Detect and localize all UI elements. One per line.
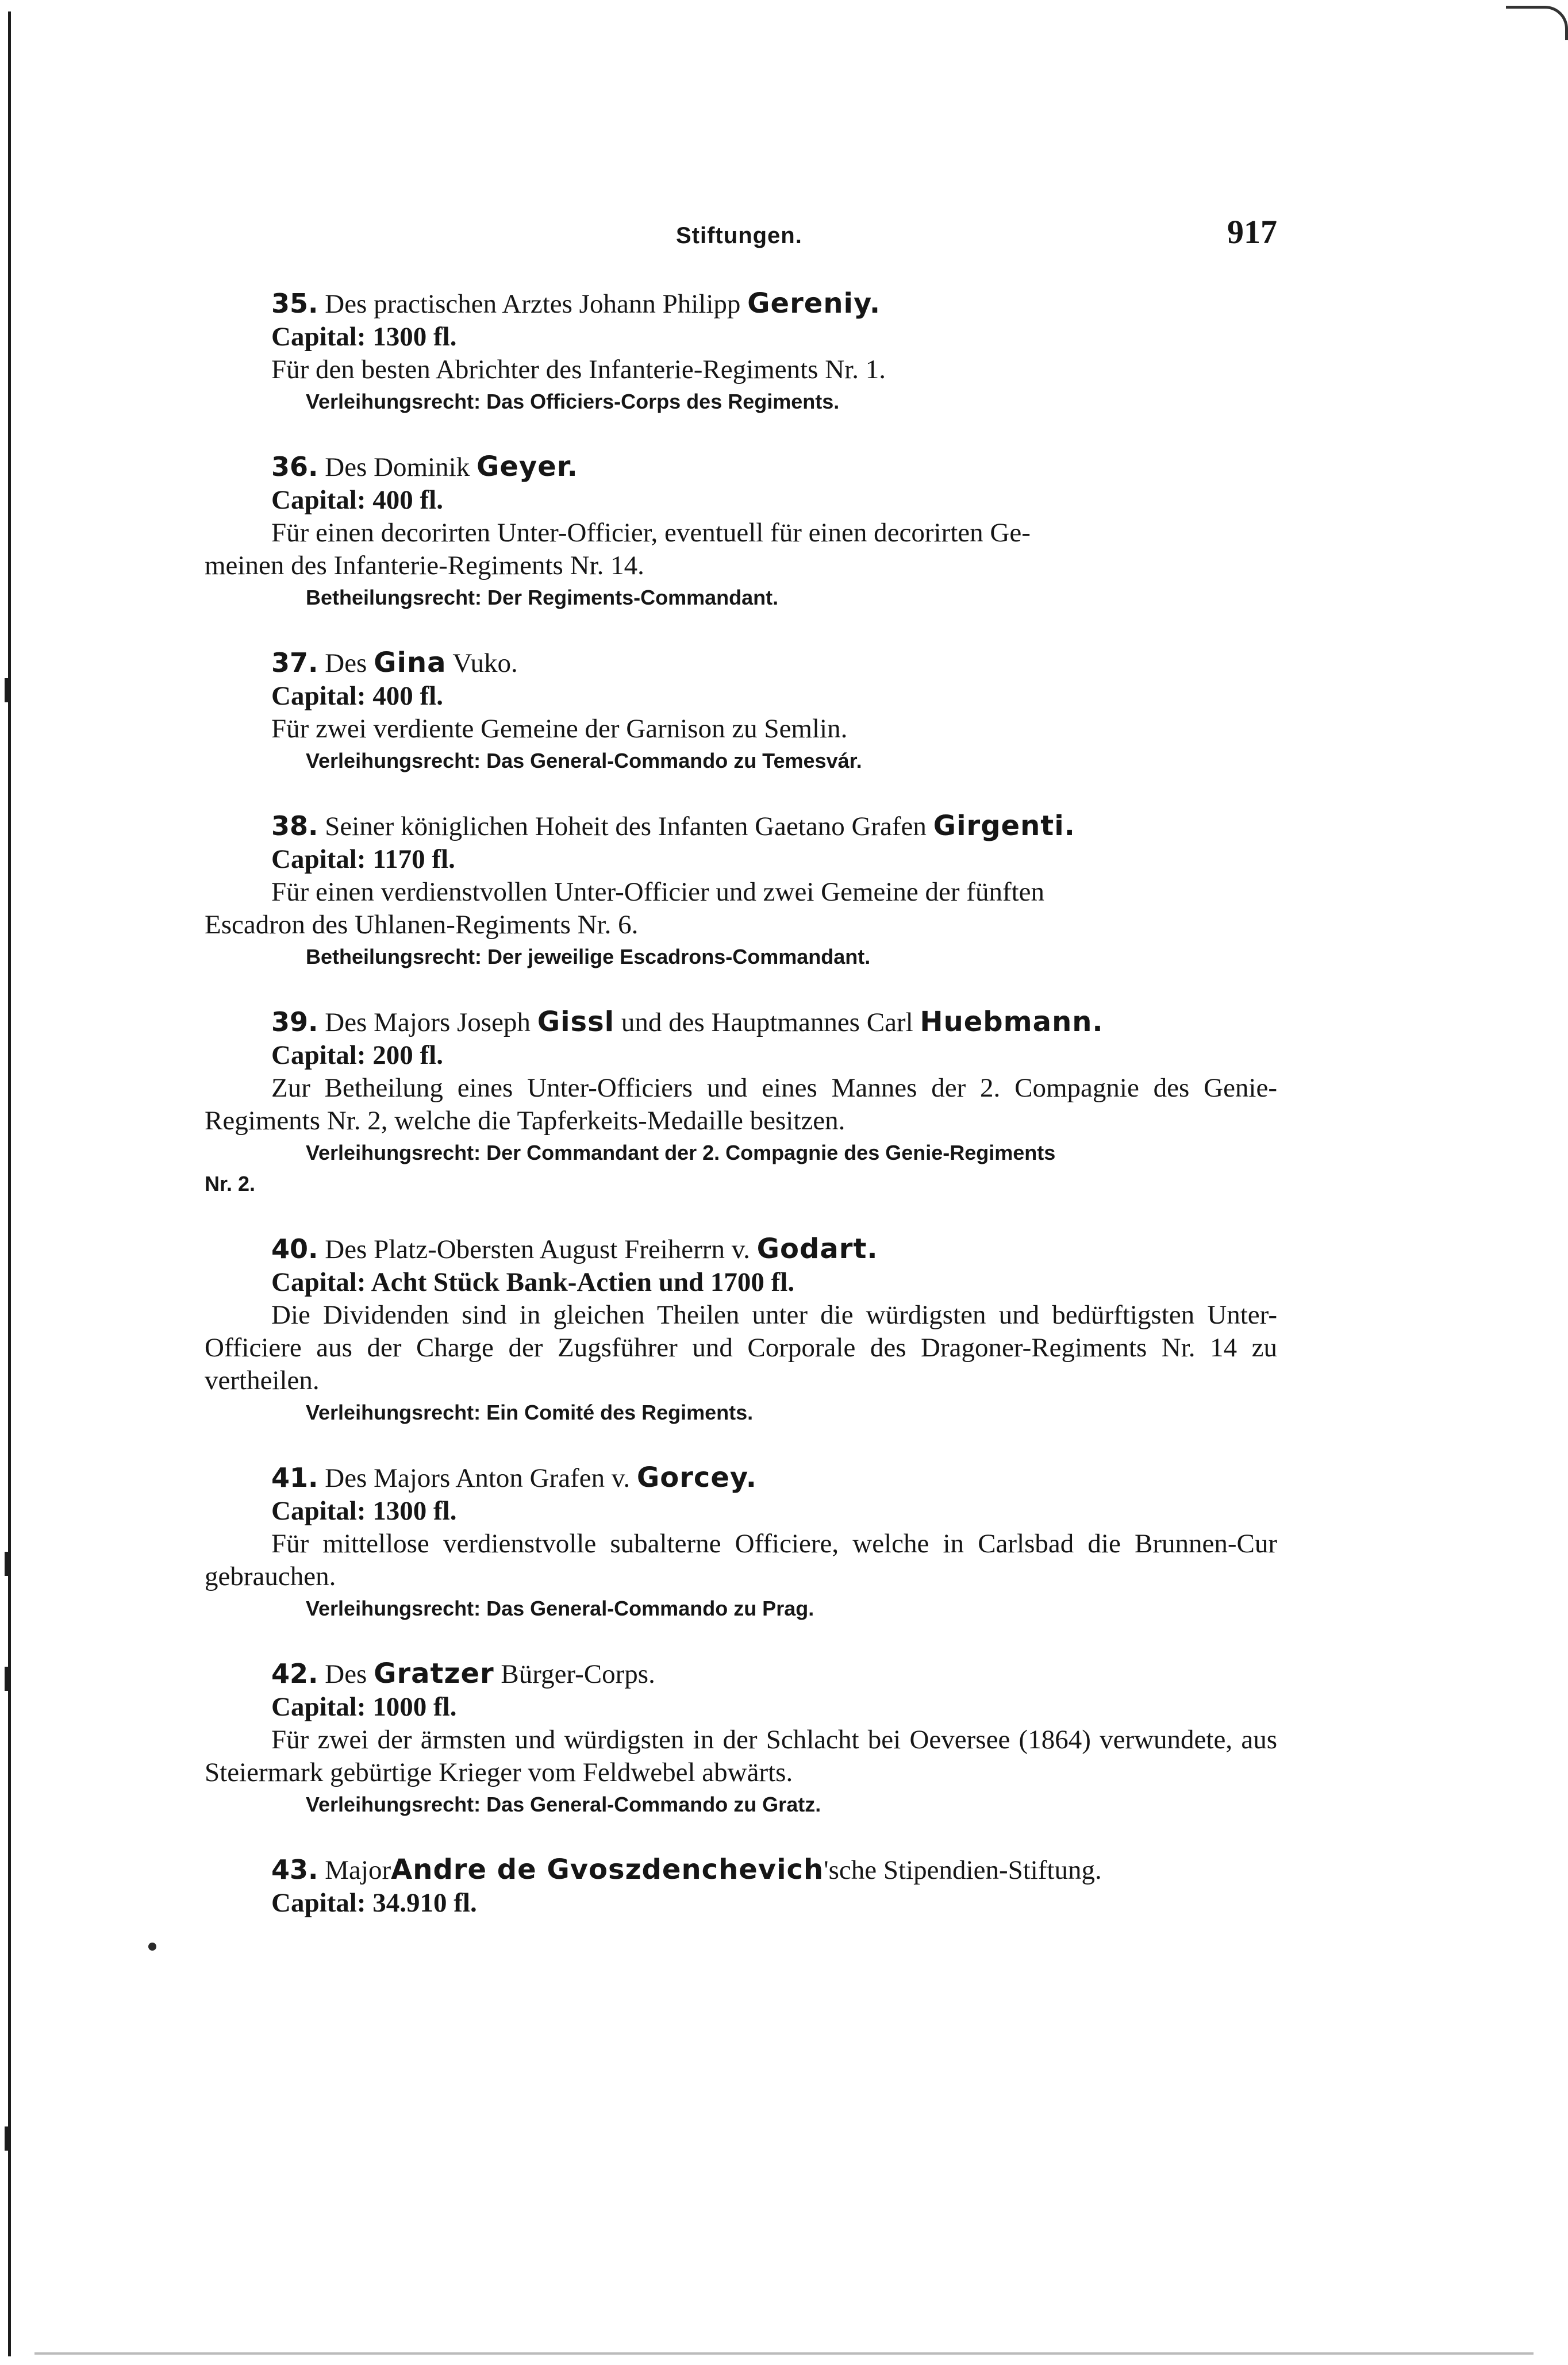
entry-capital: Capital: 34.910 fl.: [271, 1888, 477, 1918]
entry-41: [205, 1462, 1277, 1624]
founder-name: Andre de Gvoszdenchevich: [391, 1853, 824, 1886]
running-head: [205, 213, 1277, 264]
entry-number: 38.: [271, 810, 318, 841]
founder-name: Gratzer: [374, 1658, 494, 1690]
entry-title-text: Des Platz-Obersten August Freiherrn v.: [325, 1235, 750, 1264]
entry-title-text: Des Dominik: [325, 452, 470, 482]
founder-name: Geyer.: [476, 451, 578, 483]
entry-right: Verleihungsrecht: Der Commandant der 2. Compagnie des Genie-Regiments: [306, 1141, 1056, 1164]
entry-title-text: Des Majors Joseph: [325, 1007, 531, 1037]
entry-35: [205, 287, 1277, 417]
entry-title-suffix: Vuko.: [452, 648, 518, 678]
founder-name: Godart.: [756, 1233, 878, 1265]
founder-name: Girgenti.: [933, 810, 1075, 842]
entry-title-text: Major: [325, 1855, 391, 1885]
entry-number: 42.: [271, 1658, 318, 1689]
page-edge-left: [8, 11, 11, 2356]
entry-capital: Capital: 1300 fl.: [271, 1496, 457, 1526]
entry-capital: Capital: 1170 fl.: [271, 844, 455, 874]
entry-title-text: Des practischen Arztes Johann Philipp: [325, 289, 741, 319]
entry-purpose-cont: Escadron des Uhlanen-Regiments Nr. 6.: [205, 910, 639, 940]
page-corner-curl: [1506, 6, 1568, 40]
entry-43: [205, 1853, 1277, 1920]
running-head-title: Stiftungen.: [676, 223, 802, 248]
entry-purpose: Die Dividenden sind in gleichen Theilen unter die würdigsten und bedürftigsten Unter-Officiere aus der Charge der Zugsführer und Corporale des Dragoner-Regiments Nr. 14 zu vertheilen.: [205, 1300, 1277, 1395]
entry-title: [205, 1006, 1277, 1039]
entry-title: [205, 1462, 1277, 1495]
entry-title: [205, 810, 1277, 843]
entry-purpose: Für zwei verdiente Gemeine der Garnison zu Semlin.: [271, 714, 848, 744]
entry-purpose: Für mittellose verdienstvolle subalterne Officiere, welche in Carlsbad die Brunnen-Cur gebrauchen.: [205, 1529, 1277, 1591]
entry-number: 37.: [271, 647, 318, 678]
entry-title: [205, 451, 1277, 484]
edge-mark: [5, 678, 16, 702]
entry-title: [205, 1658, 1277, 1691]
entry-purpose: Zur Betheilung eines Unter-Officiers und eines Mannes der 2. Compagnie des Genie-Regiments Nr. 2, welche die Tapferkeits-Medaille besitzen.: [205, 1073, 1277, 1136]
entry-right: Verleihungsrecht: Das Officiers-Corps des Regiments.: [306, 390, 840, 413]
entry-number: 41.: [271, 1462, 318, 1493]
entry-purpose-cont: meinen des Infanterie-Regiments Nr. 14.: [205, 551, 644, 580]
entry-capital: Capital: 1000 fl.: [271, 1692, 457, 1722]
page-number: 917: [1227, 213, 1277, 251]
edge-mark: [5, 1667, 16, 1691]
founder-name: Gissl: [537, 1006, 615, 1038]
entry-title-text: Seiner königlichen Hoheit des Infanten Gaetano Grafen: [325, 812, 927, 841]
entry-purpose: Für den besten Abrichter des Infanterie-Regiments Nr. 1.: [271, 355, 886, 384]
entry-right: Verleihungsrecht: Das General-Commando zu Prag.: [306, 1597, 814, 1620]
entry-title-suffix: Bürger-Corps.: [501, 1659, 655, 1689]
entry-number: 40.: [271, 1233, 318, 1264]
entry-number: 39.: [271, 1006, 318, 1037]
entry-40: [205, 1233, 1277, 1428]
entry-right: Betheilungsrecht: Der jeweilige Escadrons-Commandant.: [306, 945, 871, 968]
ink-speck: [148, 1943, 156, 1951]
founder-name: Gorcey.: [636, 1462, 757, 1494]
entry-number: 43.: [271, 1854, 318, 1885]
document-page: [205, 213, 1277, 1953]
entry-purpose: Für einen verdienstvollen Unter-Officier und zwei Gemeine der fünften: [271, 877, 1045, 907]
founder-name: Gina: [374, 647, 447, 679]
entry-number: 35.: [271, 288, 318, 319]
entry-number: 36.: [271, 451, 318, 482]
founder-name-2: Huebmann.: [920, 1006, 1104, 1038]
entry-42: [205, 1658, 1277, 1820]
entry-right: Verleihungsrecht: Ein Comité des Regiments.: [306, 1401, 754, 1424]
edge-mark: [5, 1552, 16, 1576]
entry-title: [205, 287, 1277, 321]
entry-capital: Capital: 1300 fl.: [271, 322, 457, 352]
entry-title-text: Des: [325, 648, 367, 678]
entry-36: [205, 451, 1277, 613]
entry-title: [205, 647, 1277, 680]
entry-right-cont: Nr. 2.: [205, 1172, 256, 1195]
entry-title-suffix: 'sche Stipendien-Stiftung.: [824, 1855, 1102, 1885]
entry-right: Betheilungsrecht: Der Regiments-Commandant.: [306, 586, 779, 609]
entry-right: Verleihungsrecht: Das General-Commando zu Gratz.: [306, 1793, 821, 1816]
entry-capital: Capital: 200 fl.: [271, 1040, 443, 1070]
entry-39: [205, 1006, 1277, 1199]
edge-mark: [5, 2126, 16, 2151]
entry-38: [205, 810, 1277, 972]
entry-purpose: Für zwei der ärmsten und würdigsten in der Schlacht bei Oeversee (1864) verwundete, aus Steiermark gebürtige Krieger vom Feldwebel abwärts.: [205, 1725, 1277, 1787]
entry-title-mid: und des Hauptmannes Carl: [621, 1007, 913, 1037]
entry-title-text: Des Majors Anton Grafen v.: [325, 1463, 631, 1493]
page-edge-bottom: [34, 2352, 1534, 2355]
founder-name: Gereniy.: [747, 287, 881, 320]
entry-capital: Capital: 400 fl.: [271, 485, 443, 515]
entry-right: Verleihungsrecht: Das General-Commando zu Temesvár.: [306, 749, 862, 772]
entry-title-text: Des: [325, 1659, 367, 1689]
entry-title: [205, 1853, 1277, 1887]
entry-purpose: Für einen decorirten Unter-Officier, eventuell für einen decorirten Ge-: [271, 518, 1031, 548]
entry-37: [205, 647, 1277, 776]
entry-capital: Capital: 400 fl.: [271, 681, 443, 711]
entry-title: [205, 1233, 1277, 1266]
entry-capital: Capital: Acht Stück Bank-Actien und 1700 fl.: [271, 1267, 795, 1297]
